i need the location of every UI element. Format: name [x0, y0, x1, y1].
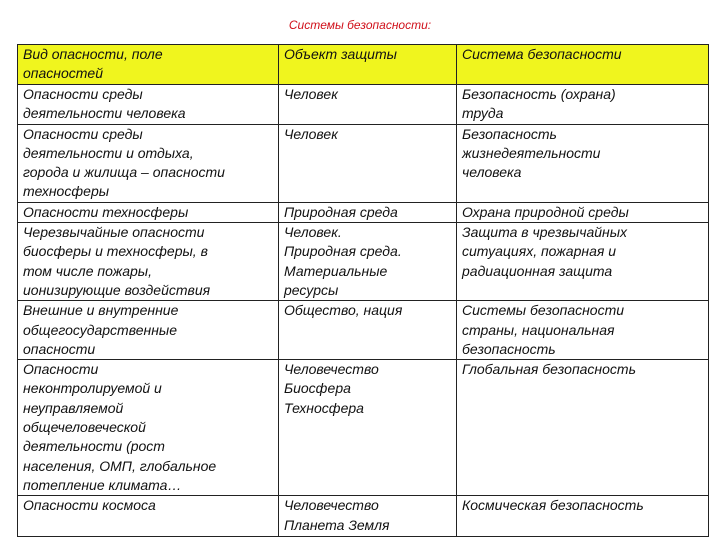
- cell-danger-type: Опасности неконтролируемой и неуправляемой общечеловеческой деятельности (рост населения, ОМП, глобальное потепление климата…: [18, 360, 279, 496]
- table-row: [18, 496, 709, 537]
- cell-protection-object: Человечество Биосфера Техносфера: [279, 360, 457, 496]
- cell-danger-type: Черезвычайные опасности биосферы и техносферы, в том числе пожары, ионизирующие воздействия: [18, 223, 279, 301]
- cell-safety-system: Безопасность (охрана) труда: [457, 85, 709, 125]
- table-header-row: [18, 45, 709, 85]
- table-row: [18, 85, 709, 125]
- cell-safety-system: Защита в чрезвычайных ситуациях, пожарная и радиационная защита: [457, 223, 709, 301]
- cell-safety-system: Охрана природной среды: [457, 202, 709, 222]
- table-row: [18, 223, 709, 301]
- cell-danger-type: Опасности среды деятельности человека: [18, 85, 279, 125]
- safety-systems-table: [17, 44, 709, 537]
- header-protection-object: Объект защиты: [279, 45, 457, 85]
- cell-protection-object: Природная среда: [279, 202, 457, 222]
- cell-danger-type: Опасности техносферы: [18, 202, 279, 222]
- cell-danger-type: Опасности среды деятельности и отдыха, города и жилища – опасности техносферы: [18, 124, 279, 202]
- cell-danger-type: Внешние и внутренние общегосударственные опасности: [18, 301, 279, 360]
- cell-danger-type: Опасности космоса: [18, 496, 279, 537]
- header-safety-system: Система безопасности: [457, 45, 709, 85]
- cell-protection-object: Человек: [279, 124, 457, 202]
- cell-protection-object: Человечество Планета Земля: [279, 496, 457, 537]
- cell-protection-object: Человек: [279, 85, 457, 125]
- header-danger-type: Вид опасности, поле опасностей: [18, 45, 279, 85]
- table-row: [18, 124, 709, 202]
- cell-protection-object: Общество, нация: [279, 301, 457, 360]
- cell-safety-system: Космическая безопасность: [457, 496, 709, 537]
- cell-safety-system: Безопасность жизнедеятельности человека: [457, 124, 709, 202]
- slide-title: Системы безопасности:: [288, 18, 432, 32]
- table-row: [18, 202, 709, 222]
- table-row: [18, 301, 709, 360]
- cell-safety-system: Глобальная безопасность: [457, 360, 709, 496]
- table-row: [18, 360, 709, 496]
- cell-protection-object: Человек. Природная среда. Материальные ресурсы: [279, 223, 457, 301]
- cell-safety-system: Системы безопасности страны, национальная безопасность: [457, 301, 709, 360]
